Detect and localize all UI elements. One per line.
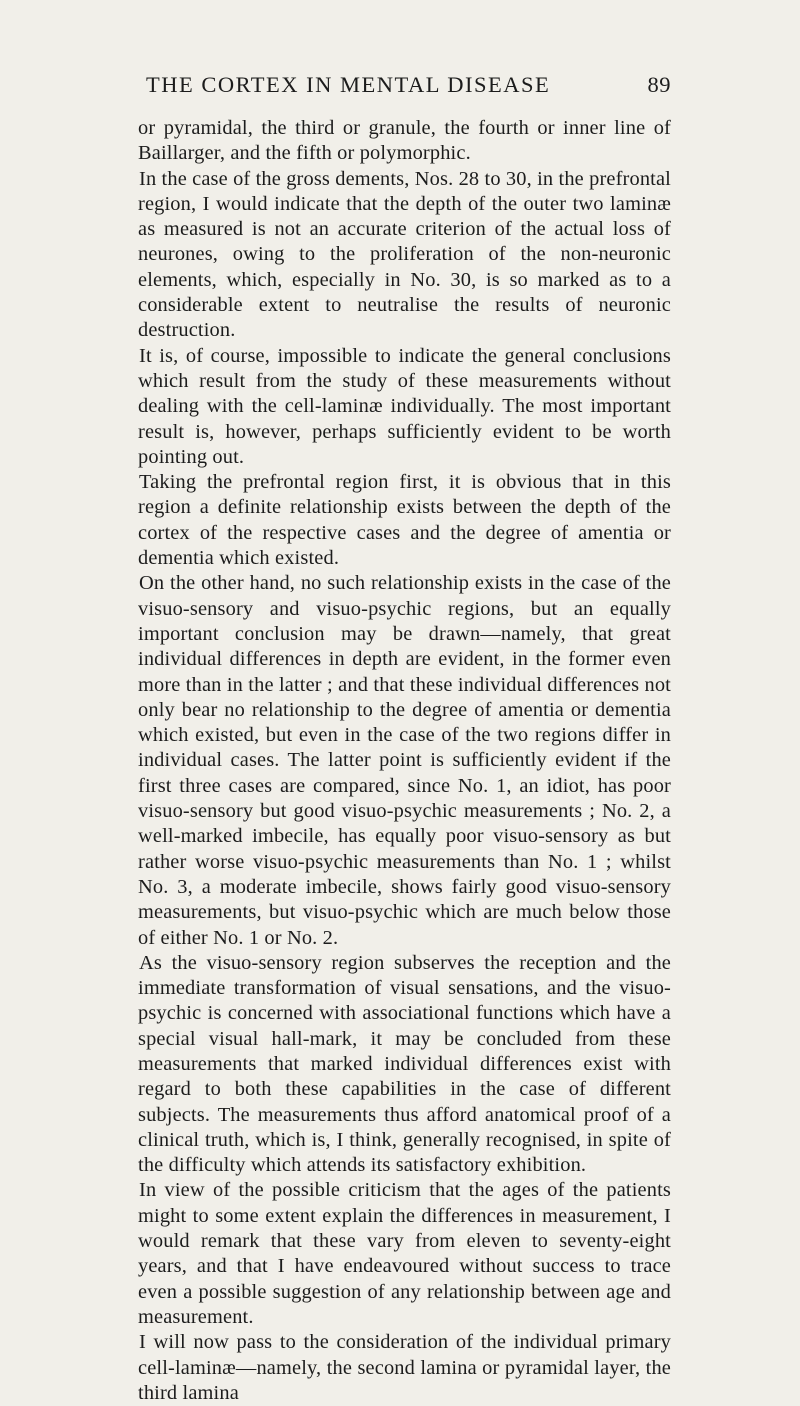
running-title: THE CORTEX IN MENTAL DISEASE	[146, 72, 551, 97]
paragraph: or pyramidal, the third or granule, the fourth or inner line of Baillarger, and the fifth or polymorphic.	[138, 117, 671, 165]
paragraph: In view of the possible criticism that the ages of the patients might to some extent explain the differences in measurement, I would remark that these vary from eleven to seventy-eight years, and that I have endeavoured without success to trace even a possible suggestion of any relationship between age and measurement.	[138, 1179, 671, 1328]
paragraph: As the visuo-sensory region subserves the reception and the immediate transformation of visual sensations, and the visuo-psychic is concerned with associational functions which have a special visual hall-mark, it may be concluded from these measurements that marked individual differences exist with regard to both these capabilities in the case of different subjects. The measurements thus afford anatomical proof of a clinical truth, which is, I think, generally recognised, in spite of the difficulty which attends its satisfactory exhibition.	[138, 951, 671, 1177]
paragraph: In the case of the gross dements, Nos. 28 to 30, in the prefrontal region, I would indicate that the depth of the outer two laminæ as measured is not an accurate criterion of the actual loss of neurones, owing to the proliferation of the non-neuronic elements, which, especially in No. 30, is so marked as to a considerable extent to neutralise the results of neuronic destruction.	[138, 167, 672, 342]
page-number: 89	[647, 72, 671, 97]
paragraph: Taking the prefrontal region first, it is obvious that in this region a definite relationship exists between the depth of the cortex of the respective cases and the degree of amentia or dementia which existed.	[138, 471, 671, 570]
paragraph: It is, of course, impossible to indicate the general conclusions which result from the study of these measurements without dealing with the cell-laminæ individually. The most important result is, however, perhaps sufficiently evident to be worth pointing out.	[138, 344, 671, 468]
body-text	[138, 116, 671, 1406]
paragraph: On the other hand, no such relationship exists in the case of the visuo-sensory and visuo-psychic regions, but an equally important conclusion may be drawn—namely, that great individual differences in depth are evident, in the former even more than in the latter ; and that these individual differences not only bear no relationship to the degree of amentia or dementia which existed, but even in the case of the two regions differ in individual cases. The latter point is sufficiently evident if the first three cases are compared, since No. 1, an idiot, has poor visuo-sensory but good visuo-psychic measurements ; No. 2, a well-marked imbecile, has equally poor visuo-sensory as but rather worse visuo-psychic measurements than No. 1 ; whilst No. 3, a moderate imbecile, shows fairly good visuo-sensory measurements, but visuo-psychic which are much below those of either No. 1 or No. 2.	[138, 572, 671, 949]
paragraph: I will now pass to the consideration of the individual primary cell-laminæ—namely, the second lamina or pyramidal layer, the third lamina	[138, 1331, 671, 1404]
page-header	[138, 72, 671, 102]
